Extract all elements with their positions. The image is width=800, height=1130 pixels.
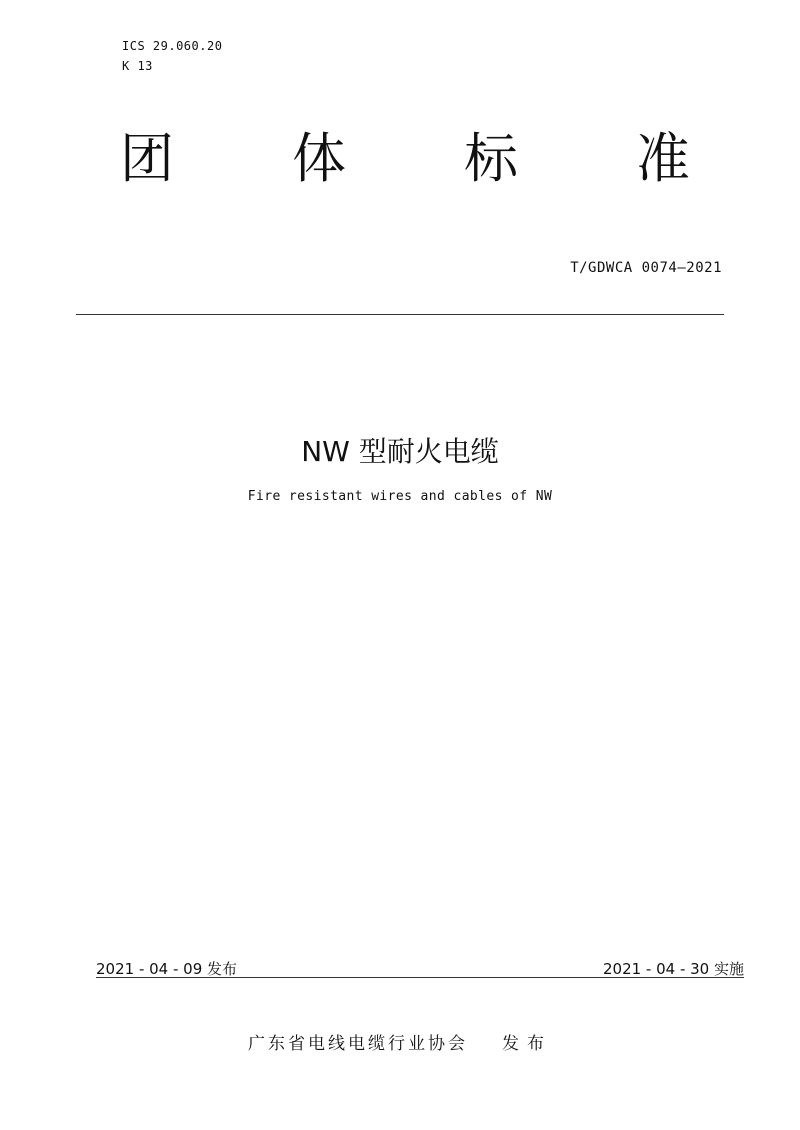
ccs-code: K 13 <box>122 59 153 73</box>
standard-type-char-3: 标 <box>464 127 518 190</box>
publisher-line <box>0 1029 800 1054</box>
standard-type-char-4: 准 <box>636 127 690 190</box>
publisher-organization: 广东省电线电缆行业协会 <box>248 1034 468 1054</box>
standard-type-heading <box>120 124 690 194</box>
document-title-english: Fire resistant wires and cables of NW <box>247 489 553 504</box>
ics-code: ICS 29.060.20 <box>122 39 223 53</box>
header-divider <box>76 314 724 315</box>
standard-type-char-2: 体 <box>292 127 346 190</box>
standard-number: T/GDWCA 0074—2021 <box>570 260 722 276</box>
date-divider <box>96 977 744 978</box>
standard-type-char-1: 团 <box>120 127 174 190</box>
implementation-date: 2021 - 04 - 30 实施 <box>602 960 744 978</box>
document-title-chinese: NW 型耐火电缆 <box>301 435 499 468</box>
classification-codes <box>122 36 222 76</box>
publisher-action: 发布 <box>502 1034 552 1054</box>
issue-date: 2021 - 04 - 09 发布 <box>96 960 238 978</box>
